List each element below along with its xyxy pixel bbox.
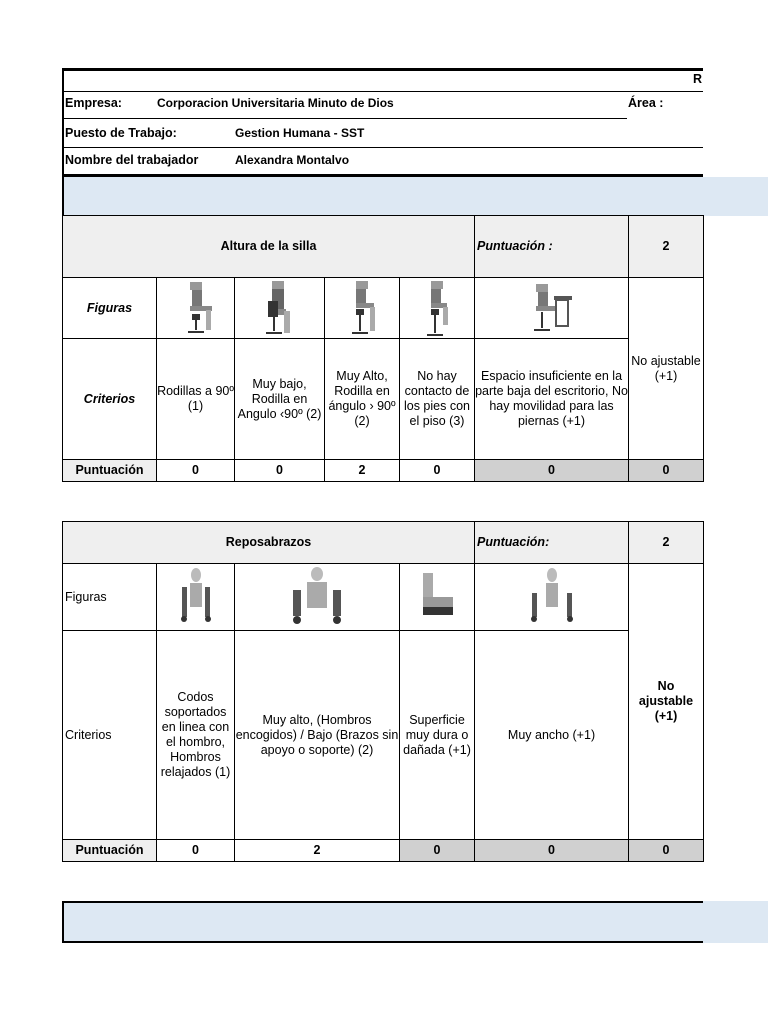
armrest-figure-icon [415,571,459,623]
seated-figure-icon [176,280,216,336]
silla-row-label: Puntuación [63,460,157,482]
seated-figure-icon [419,279,455,337]
silla-no-ajustable: No ajustable (+1) [629,278,704,460]
reposabrazos-criterio-3: Superficie muy dura o dañada (+1) [400,631,475,840]
silla-figure-4 [400,278,475,339]
silla-criterio-2: Muy bajo, Rodilla en Angulo ‹90º (2) [235,339,325,460]
reposabrazos-figure-2 [235,564,400,631]
silla-table [62,215,704,482]
area-label: Área : [628,96,664,110]
reposabrazos-criterio-4: Muy ancho (+1) [475,631,629,840]
silla-figuras-label: Figuras [63,278,157,339]
reposabrazos-row-label: Puntuación [63,840,157,862]
silla-figure-3 [325,278,400,339]
reposabrazos-score-1: 0 [157,840,235,862]
band-1-left-border [62,177,64,216]
header-title-fragment: R [693,72,703,86]
silla-criterios-label: Criterios [63,339,157,460]
band-2-bottom-border [62,941,703,943]
reposabrazos-criterios-label: Criterios [63,631,157,840]
reposabrazos-no-ajustable [629,564,704,840]
silla-figure-5 [475,278,629,339]
header-line-1 [64,91,703,92]
armrest-figure-icon [287,566,347,628]
reposabrazos-no-ajustable-text: No ajustable (+1) [638,679,694,723]
reposabrazos-figure-1 [157,564,235,631]
silla-figure-1 [157,278,235,339]
reposabrazos-score-3: 0 [400,840,475,862]
silla-criterio-4: No hay contacto de los pies con el piso (3) [400,339,475,460]
seated-figure-icon [344,279,380,337]
silla-figure-2 [235,278,325,339]
silla-score-1: 0 [157,460,235,482]
puesto-label: Puesto de Trabajo: [65,126,177,140]
silla-criterio-3: Muy Alto, Rodilla en ángulo › 90º (2) [325,339,400,460]
section-band-1 [62,177,768,216]
nombre-value: Alexandra Montalvo [235,153,350,167]
band-2-left-border [62,901,64,943]
reposabrazos-title: Reposabrazos [63,522,475,564]
reposabrazos-table [62,521,704,862]
empresa-label: Empresa: [65,96,122,110]
silla-score-4: 0 [400,460,475,482]
empresa-underline [64,118,627,119]
section-band-2 [62,901,768,943]
silla-criterio-1: Rodillas a 90º (1) [157,339,235,460]
reposabrazos-puntuacion-value: 2 [629,522,704,564]
armrest-figure-icon [528,567,576,627]
header-left-border [62,68,64,177]
seated-figure-icon [530,282,574,334]
silla-puntuacion-value: 2 [629,216,704,278]
seated-figure-icon [258,279,302,337]
silla-score-2: 0 [235,460,325,482]
reposabrazos-figure-3 [400,564,475,631]
silla-score-6: 0 [629,460,704,482]
silla-criterio-5: Espacio insuficiente en la parte baja del escritorio, No hay movilidad para las piernas (+1) [475,339,629,460]
empresa-value: Corporacion Universitaria Minuto de Dios [157,96,394,110]
silla-puntuacion-label: Puntuación : [475,216,629,278]
armrest-figure-icon [176,567,216,627]
silla-score-5: 0 [475,460,629,482]
nombre-label: Nombre del trabajador [65,153,199,167]
reposabrazos-score-2: 2 [235,840,400,862]
reposabrazos-score-5: 0 [629,840,704,862]
silla-title: Altura de la silla [63,216,475,278]
header-top-border [62,68,703,71]
reposabrazos-figuras-label: Figuras [63,564,157,631]
reposabrazos-score-4: 0 [475,840,629,862]
band-2-top-border [62,901,703,903]
reposabrazos-figure-4 [475,564,629,631]
header-line-3 [64,147,703,148]
reposabrazos-criterio-2: Muy alto, (Hombros encogidos) / Bajo (Brazos sin apoyo o soporte) (2) [235,631,400,840]
reposabrazos-puntuacion-label: Puntuación: [475,522,629,564]
reposabrazos-criterio-1: Codos soportados en linea con el hombro, Hombros relajados (1) [157,631,235,840]
silla-score-3: 2 [325,460,400,482]
puesto-value: Gestion Humana - SST [235,126,365,140]
